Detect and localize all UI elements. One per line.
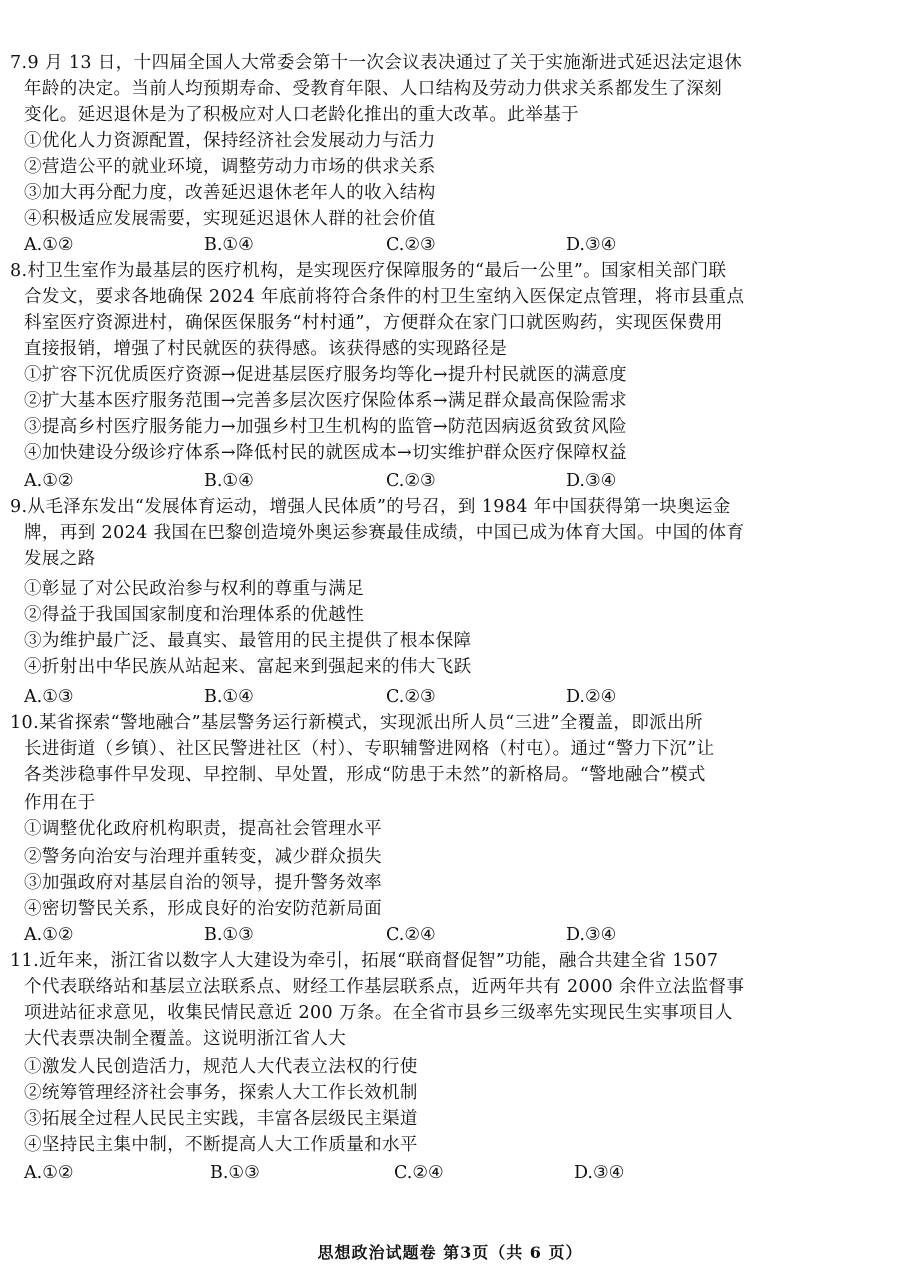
question-stem-line: 变化。延迟退休是为了积极应对人口老龄化推出的重大改革。此举基于 bbox=[24, 105, 579, 125]
question-stem-line: 牌，再到 2024 我国在巴黎创造境外奥运参赛最佳成绩，中国已成为体育大国。中国的体育 bbox=[24, 523, 745, 543]
statement-item: ③加大再分配力度，改善延迟退休老年人的收入结构 bbox=[24, 183, 436, 203]
answer-choice-c: C.②③ bbox=[386, 687, 436, 707]
statement-item: ①彰显了对公民政治参与权利的尊重与满足 bbox=[24, 579, 365, 599]
question-stem-line: 7.9 月 13 日，十四届全国人大常委会第十一次会议表决通过了关于实施渐进式延迟法定退休 bbox=[10, 53, 743, 73]
answer-choice-b: B.①④ bbox=[204, 471, 254, 491]
statement-item: ④坚持民主集中制，不断提高人大工作质量和水平 bbox=[24, 1135, 418, 1155]
statement-item: ④密切警民关系，形成良好的治安防范新局面 bbox=[24, 899, 382, 919]
statement-item: ③为维护最广泛、最真实、最管用的民主提供了根本保障 bbox=[24, 631, 472, 651]
answer-choice-b: B.①③ bbox=[210, 1163, 260, 1183]
answer-choice-a: A.①② bbox=[24, 925, 74, 945]
statement-item: ②营造公平的就业环境，调整劳动力市场的供求关系 bbox=[24, 157, 436, 177]
answer-choice-d: D.③④ bbox=[566, 235, 617, 255]
question-stem-line: 年龄的决定。当前人均预期寿命、受教育年限、人口结构及劳动力供求关系都发生了深刻 bbox=[24, 79, 723, 99]
answer-choice-c: C.②③ bbox=[386, 471, 436, 491]
question-stem-line: 大代表票决制全覆盖。这说明浙江省人大 bbox=[24, 1029, 347, 1049]
answer-choice-c: C.②④ bbox=[386, 925, 436, 945]
question-stem-line: 作用在于 bbox=[24, 793, 96, 813]
statement-item: ④积极适应发展需要，实现延迟退休人群的社会价值 bbox=[24, 209, 436, 229]
statement-item: ③加强政府对基层自治的领导，提升警务效率 bbox=[24, 873, 382, 893]
statement-item: ③提高乡村医疗服务能力→加强乡村卫生机构的监管→防范因病返贫致贫风险 bbox=[24, 417, 627, 437]
answer-choice-d: D.③④ bbox=[566, 471, 617, 491]
statement-item: ④加快建设分级诊疗体系→降低村民的就医成本→切实维护群众医疗保障权益 bbox=[24, 443, 627, 463]
question-stem-line: 发展之路 bbox=[24, 549, 96, 569]
answer-choice-c: C.②③ bbox=[386, 235, 436, 255]
statement-item: ②扩大基本医疗服务范围→完善多层次医疗保险体系→满足群众最高保险需求 bbox=[24, 391, 627, 411]
question-stem-line: 11.近年来，浙江省以数字人大建设为牵引，拓展“联商督促智”功能，融合共建全省 1507 bbox=[10, 951, 719, 971]
answer-choice-a: A.①② bbox=[24, 235, 74, 255]
answer-choice-a: A.①③ bbox=[24, 687, 74, 707]
statement-item: ①扩容下沉优质医疗资源→促进基层医疗服务均等化→提升村民就医的满意度 bbox=[24, 365, 627, 385]
statement-item: ①优化人力资源配置，保持经济社会发展动力与活力 bbox=[24, 131, 436, 151]
question-stem-line: 10.某省探索“警地融合”基层警务运行新模式，实现派出所人员“三进”全覆盖，即派出所 bbox=[10, 713, 703, 733]
statement-item: ③拓展全过程人民民主实践，丰富各层级民主渠道 bbox=[24, 1109, 418, 1129]
answer-choice-d: D.②④ bbox=[566, 687, 617, 707]
statement-item: ①激发人民创造活力，规范人大代表立法权的行使 bbox=[24, 1057, 418, 1077]
answer-choice-d: D.③④ bbox=[566, 925, 617, 945]
answer-choice-a: A.①② bbox=[24, 1163, 74, 1183]
question-stem-line: 长进街道（乡镇）、社区民警进社区（村）、专职辅警进网格（村屯）。通过“警力下沉”让 bbox=[24, 739, 715, 759]
question-stem-line: 9.从毛泽东发出“发展体育运动，增强人民体质”的号召，到 1984 年中国获得第一块奥运金 bbox=[10, 497, 731, 517]
question-stem-line: 合发文，要求各地确保 2024 年底前将符合条件的村卫生室纳入医保定点管理，将市县重点 bbox=[24, 287, 745, 307]
answer-choice-c: C.②④ bbox=[394, 1163, 444, 1183]
question-stem-line: 各类涉稳事件早发现、早控制、早处置，形成“防患于未然”的新格局。“警地融合”模式 bbox=[24, 765, 706, 785]
question-stem-line: 直接报销，增强了村民就医的获得感。该获得感的实现路径是 bbox=[24, 339, 508, 359]
statement-item: ①调整优化政府机构职责，提高社会管理水平 bbox=[24, 819, 382, 839]
statement-item: ②统筹管理经济社会事务，探索人大工作长效机制 bbox=[24, 1083, 418, 1103]
answer-choice-b: B.①③ bbox=[204, 925, 254, 945]
statement-item: ②得益于我国国家制度和治理体系的优越性 bbox=[24, 605, 365, 625]
answer-choice-b: B.①④ bbox=[204, 687, 254, 707]
question-stem-line: 项进站征求意见，收集民情民意近 200 万条。在全省市县乡三级率先实现民生实事项目人 bbox=[24, 1003, 733, 1023]
page-footer: 思想政治试题卷 第3页（共 6 页） bbox=[317, 1243, 583, 1262]
question-stem-line: 8.村卫生室作为最基层的医疗机构，是实现医疗保障服务的“最后一公里”。国家相关部门联 bbox=[10, 261, 727, 281]
question-stem-line: 个代表联络站和基层立法联系点、财经工作基层联系点，近两年共有 2000 余件立法监督事 bbox=[24, 977, 745, 997]
answer-choice-a: A.①② bbox=[24, 471, 74, 491]
statement-item: ②警务向治安与治理并重转变，减少群众损失 bbox=[24, 847, 382, 867]
statement-item: ④折射出中华民族从站起来、富起来到强起来的伟大飞跃 bbox=[24, 657, 472, 677]
answer-choice-b: B.①④ bbox=[204, 235, 254, 255]
question-stem-line: 科室医疗资源进村，确保医保服务“村村通”，方便群众在家门口就医购药，实现医保费用 bbox=[24, 313, 723, 333]
answer-choice-d: D.③④ bbox=[574, 1163, 625, 1183]
